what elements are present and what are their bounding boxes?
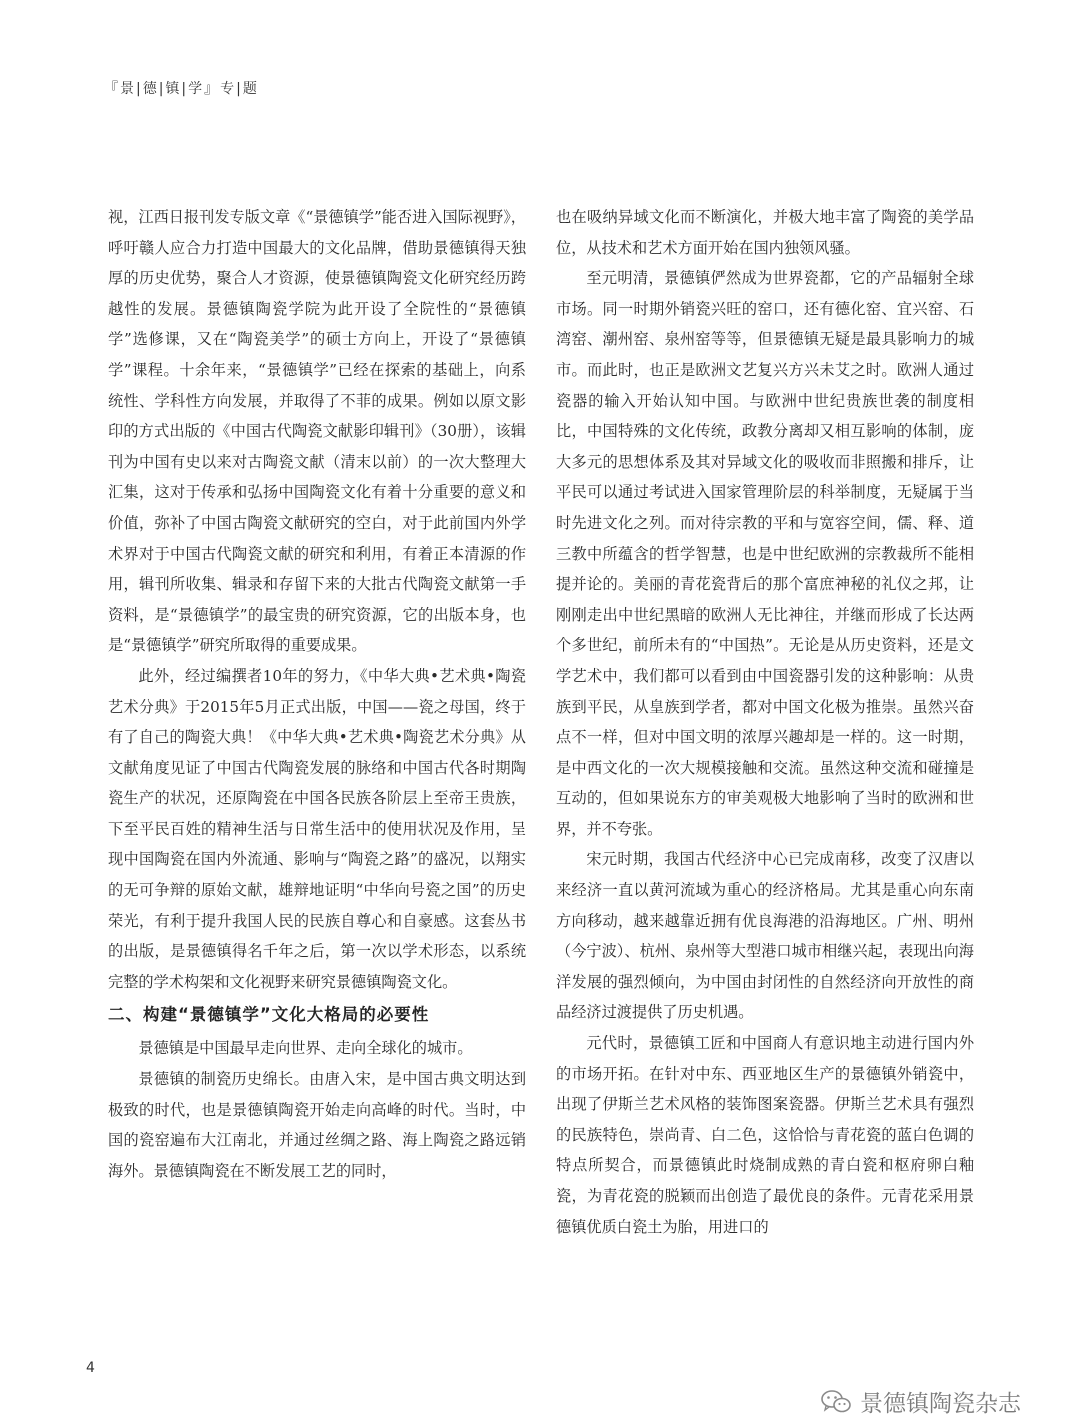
paragraph: 景德镇是中国最早走向世界、走向全球化的城市。 bbox=[138, 1039, 473, 1058]
running-header: 『景|德|镇|学』专|题 bbox=[104, 81, 259, 97]
section-heading: 二、构建“景德镇学”文化大格局的必要性 bbox=[108, 1005, 430, 1025]
paragraph: 也在吸纳异域文化而不断演化，并极大地丰富了陶瓷的美学品位，从技术和艺术方面开始在国内独领风骚。 bbox=[556, 208, 974, 257]
watermark-text: 景德镇陶瓷杂志 bbox=[860, 1391, 1021, 1417]
paragraph: 至元明清，景德镇俨然成为世界瓷都，它的产品辐射全球市场。同一时期外销瓷兴旺的窑口，还有德化窑、宜兴窑、石湾窑、潮州窑、泉州窑等等，但景德镇无疑是最具影响力的城市。而此时，也正是欧洲文艺复兴方兴未艾之时。欧洲人通过瓷器的输入开始认知中国。与欧洲中世纪贵族世袭的制度相比，中国特殊的文化传统，政教分离却又相互影响的体制，庞大多元的思想体系及其对异域文化的吸收而非照搬和排斥，让平民可以通过考试进入国家管理阶层的科举制度，无疑属于当时先进文化之列。而对待宗教的平和与宽容空间，儒、释、道三教中所蕴含的哲学智慧，也是中世纪欧洲的宗教裁所不能相提并论的。美丽的青花瓷背后的那个富庶神秘的礼仪之邦，让刚刚走出中世纪黑暗的欧洲人无比神往，并继而形成了长达两个多世纪，前所未有的“中国热”。无论是从历史资料，还是文学艺术中，我们都可以看到由中国瓷器引发的这种影响：从贵族到平民，从皇族到学者，都对中国文化极为推崇。虽然兴奋点不一样，但对中国文明的浓厚兴趣却是一样的。这一时期，是中西文化的一次大规模接触和交流。虽然这种交流和碰撞是互动的，但如果说东方的审美观极大地影响了当时的欧洲和世界，并不夸张。 bbox=[556, 269, 974, 838]
paragraph: 宋元时期，我国古代经济中心已完成南移，改变了汉唐以来经济一直以黄河流域为重心的经济格局。尤其是重心向东南方向移动，越来越靠近拥有优良海港的沿海地区。广州、明州（今宁波）、杭州、泉州等大型港口城市相继兴起，表现出向海洋发展的强烈倾向，为中国由封闭性的自然经济向开放性的商品经济过渡提供了历史机遇。 bbox=[556, 850, 974, 1022]
paragraph: 景德镇的制瓷历史绵长。由唐入宋，是中国古典文明达到极致的时代，也是景德镇陶瓷开始走向高峰的时代。当时，中国的瓷窑遍布大江南北，并通过丝绸之路、海上陶瓷之路远销海外。景德镇陶瓷在不断发展工艺的同时， bbox=[108, 1070, 526, 1180]
page-number: 4 bbox=[86, 1360, 95, 1376]
right-column bbox=[556, 202, 974, 1242]
paragraph: 视，江西日报刊发专版文章《“景德镇学”能否进入国际视野》，呼吁赣人应合力打造中国最大的文化品牌，借助景德镇得天独厚的历史优势，聚合人才资源，使景德镇陶瓷文化研究经历跨越性的发展。景德镇陶瓷学院为此开设了全院性的“景德镇学”选修课，又在“陶瓷美学”的硕士方向上，开设了“景德镇学”课程。十余年来，“景德镇学”已经在探索的基础上，向系统性、学科性方向发展，并取得了不菲的成果。例如以原文影印的方式出版的《中国古代陶瓷文献影印辑刊》（30册），该辑刊为中国有史以来对古陶瓷文献（清末以前）的一次大整理大汇集，这对于传承和弘扬中国陶瓷文化有着十分重要的意义和价值，弥补了中国古陶瓷文献研究的空白，对于此前国内外学术界对于中国古代陶瓷文献的研究和利用，有着正本清源的作用，辑刊所收集、辑录和存留下来的大批古代陶瓷文献第一手资料，是“景德镇学”的最宝贵的研究资源，它的出版本身，也是“景德镇学”研究所取得的重要成果。 bbox=[108, 208, 526, 655]
watermark bbox=[820, 1385, 1021, 1418]
left-column bbox=[108, 202, 526, 1186]
paragraph: 此外，经过编撰者10年的努力，《中华大典•艺术典•陶瓷艺术分典》于2015年5月正式出版，中国——瓷之母国，终于有了自己的陶瓷大典！《中华大典•艺术典•陶瓷艺术分典》从文献角度见证了中国古代陶瓷发展的脉络和中国古代各时期陶瓷生产的状况，还原陶瓷在中国各民族各阶层上至帝王贵族，下至平民百姓的精神生活与日常生活中的使用状况及作用，呈现中国陶瓷在国内外流通、影响与“陶瓷之路”的盛况，以翔实的无可争辩的原始文献，雄辩地证明“中华向号瓷之国”的历史荣光，有利于提升我国人民的民族自尊心和自豪感。这套丛书的出版，是景德镇得名千年之后，第一次以学术形态，以系统完整的学术构架和文化视野来研究景德镇陶瓷文化。 bbox=[108, 666, 526, 991]
paragraph: 元代时，景德镇工匠和中国商人有意识地主动进行国内外的市场开拓。在针对中东、西亚地区生产的景德镇外销瓷中，出现了伊斯兰艺术风格的装饰图案瓷器。伊斯兰艺术具有强烈的民族特色，崇尚青、白二色，这恰恰与青花瓷的蓝白色调的特点所契合，而景德镇此时烧制成熟的青白瓷和枢府卵白釉瓷，为青花瓷的脱颖而出创造了最优良的条件。元青花采用景德镇优质白瓷土为胎，用进口的 bbox=[556, 1034, 974, 1236]
wechat-icon bbox=[820, 1389, 852, 1415]
